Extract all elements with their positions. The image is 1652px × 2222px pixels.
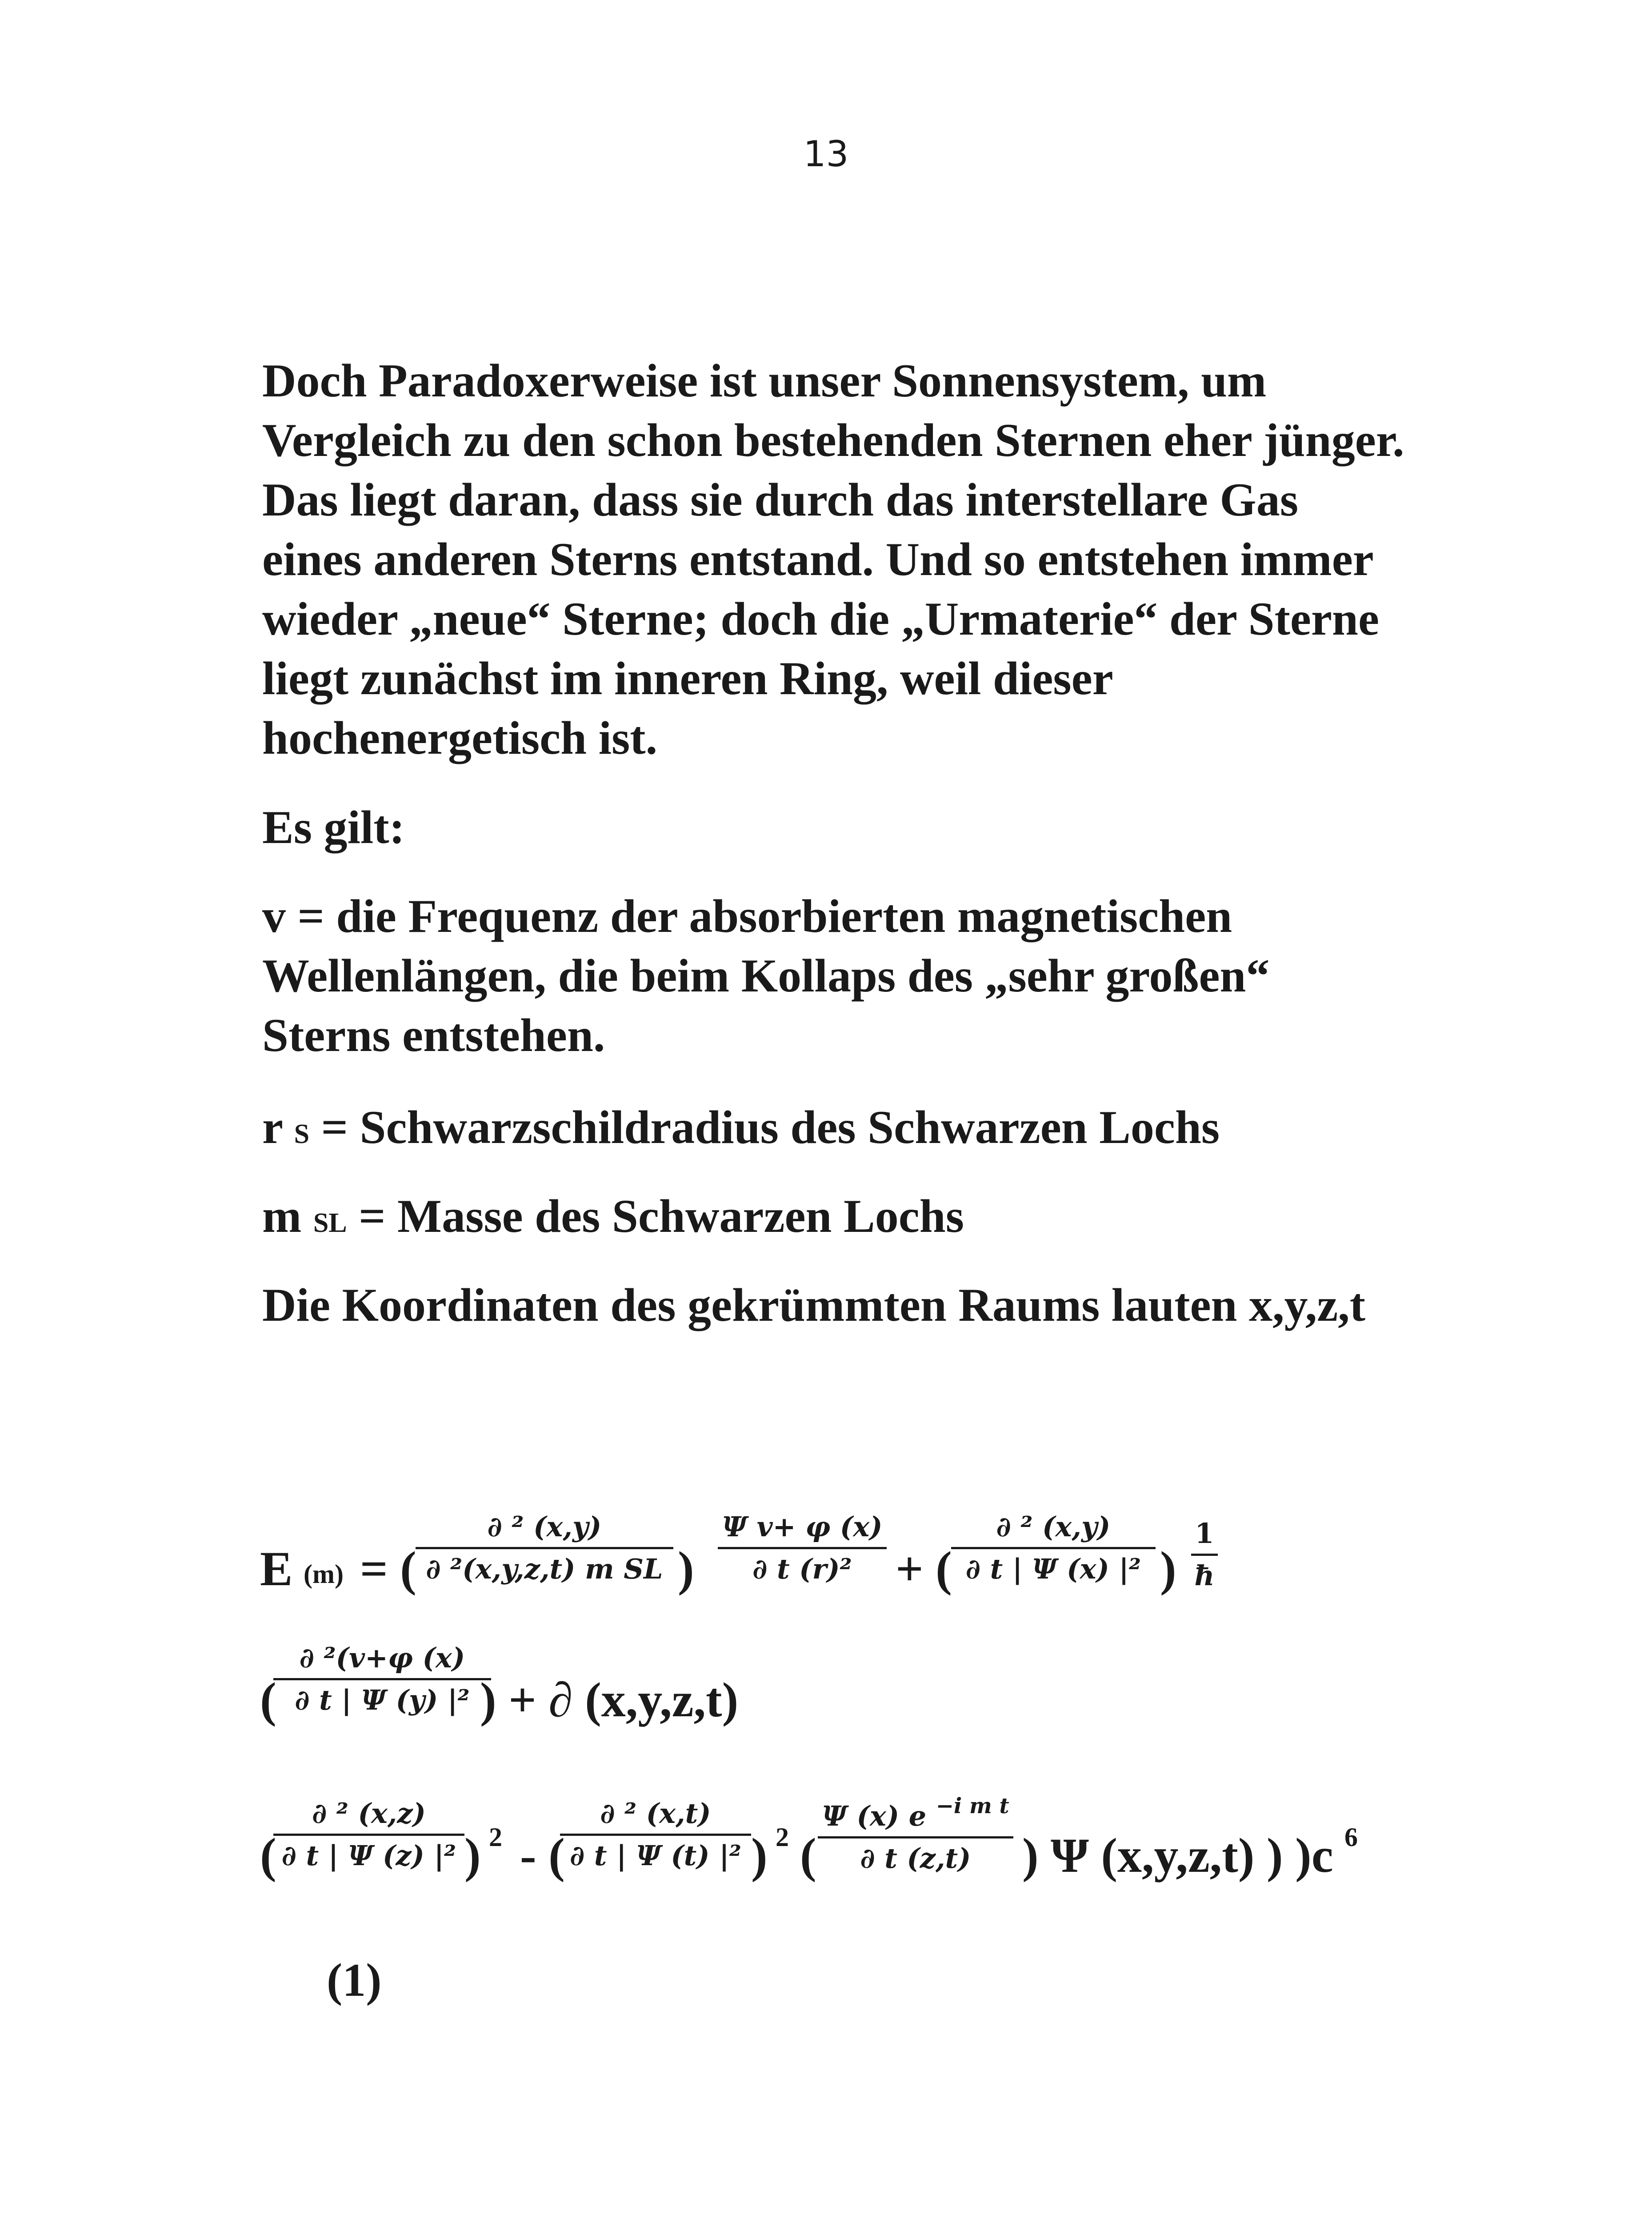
paragraph: Doch Paradoxerweise ist unser Sonnensystem, um Vergleich zu den schon bestehenden Sternen eher jünger. Das liegt daran, dass sie durch das interstellare Gas eines anderen Sterns entstand. Und so entstehen immer wieder „neue“ Sterne; doch die „Urmaterie“ der Sterne liegt zunächst im inneren Ring, weil dieser hochenergetisch ist. (262, 355, 1404, 764)
formula-square-1: 2 (489, 1822, 502, 1852)
fraction-3-numerator: ∂ ² (x,y) (996, 1511, 1111, 1543)
fraction-1-denominator: ∂ ²(x,y,z,t) m SL (426, 1553, 663, 1585)
rs-symbol: r (262, 1101, 283, 1153)
formula-minus: - ( (520, 1828, 565, 1882)
fraction-8-exponent: −i m t (936, 1794, 1009, 1818)
equation-number: (1) (327, 1954, 382, 2006)
fraction-8-base: Ψ (x) e (822, 1800, 927, 1832)
formula-plus-1: + ( (896, 1542, 952, 1596)
fraction-3-denominator: ∂ t | Ψ (x) |² (965, 1553, 1141, 1585)
rs-subscript: S (294, 1119, 310, 1149)
fraction-5-denominator: ∂ t | Ψ (y) |² (295, 1684, 470, 1716)
fraction-4-denominator: ħ (1194, 1559, 1215, 1592)
formula-open-4: ( (260, 1828, 276, 1882)
formula-lhs: E (260, 1542, 293, 1596)
msl-subscript: SL (313, 1208, 347, 1238)
fraction-6-denominator: ∂ t | Ψ (z) |² (281, 1839, 456, 1872)
formula-equals: = ( (360, 1542, 416, 1596)
fraction-6-numerator: ∂ ² (x,z) (312, 1797, 426, 1830)
msl-text: = Masse des Schwarzen Lochs (347, 1190, 964, 1242)
fraction-6-bar (273, 1834, 464, 1836)
fraction-5-numerator: ∂ ²(v+φ (x) (299, 1642, 465, 1674)
fraction-8 (818, 1795, 1013, 1872)
fraction-1 (416, 1513, 673, 1583)
definition-v: v = die Frequenz der absorbierten magnetischen Wellenlängen, die beim Kollaps des „sehr großen“ Sterns entstehen. (262, 890, 1270, 1061)
page-number: 13 (803, 133, 849, 175)
formula-line2-tail: ) + ∂ (x,y,z,t) (480, 1673, 739, 1727)
msl-symbol: m (262, 1190, 302, 1242)
coordinates-sentence: Die Koordinaten des gekrümmten Raums lauten x,y,z,t (262, 1279, 1366, 1331)
fraction-5 (273, 1644, 491, 1714)
rs-text: = Schwarzschildradius des Schwarzen Lochs (309, 1101, 1220, 1153)
fraction-2-bar (718, 1547, 887, 1549)
fraction-3-bar (951, 1547, 1156, 1549)
fraction-6 (273, 1797, 464, 1872)
fraction-8-denominator: ∂ t (z,t) (860, 1842, 971, 1874)
fraction-4 (1191, 1517, 1218, 1592)
fraction-2-denominator: ∂ t (r)² (752, 1553, 852, 1585)
formula-c-exponent: 6 (1344, 1822, 1358, 1852)
fraction-3 (951, 1513, 1156, 1583)
fraction-1-numerator: ∂ ² (x,y) (487, 1511, 602, 1543)
fraction-2-numerator: Ψ v+ φ (x) (722, 1511, 883, 1543)
fraction-8-numerator (818, 1795, 1013, 1830)
formula-square-2: 2 (776, 1822, 789, 1852)
formula-open-3: ( (260, 1673, 276, 1727)
formula-close-7: ) (751, 1828, 768, 1882)
fraction-1-bar (416, 1547, 673, 1549)
fraction-7-numerator: ∂ ² (x,t) (600, 1797, 711, 1830)
es-gilt-label: Es gilt: (262, 801, 405, 853)
fraction-7-denominator: ∂ t | Ψ (t) |² (570, 1839, 741, 1872)
formula-close-1: ) (678, 1542, 694, 1596)
fraction-2 (718, 1513, 887, 1583)
formula-close-6: ) (464, 1828, 481, 1882)
formula-open-5: ( (800, 1828, 816, 1882)
fraction-7-bar (560, 1834, 751, 1836)
fraction-7 (560, 1797, 751, 1872)
fraction-5-bar (273, 1678, 491, 1680)
fraction-4-bar (1191, 1554, 1218, 1556)
fraction-4-numerator: 1 (1195, 1517, 1214, 1550)
formula-tail: ) Ψ (x,y,z,t) ) )c (1022, 1828, 1333, 1882)
fraction-8-bar (818, 1836, 1013, 1838)
formula-close-2: ) (1160, 1542, 1176, 1596)
formula-lhs-subscript: (m) (304, 1559, 344, 1589)
